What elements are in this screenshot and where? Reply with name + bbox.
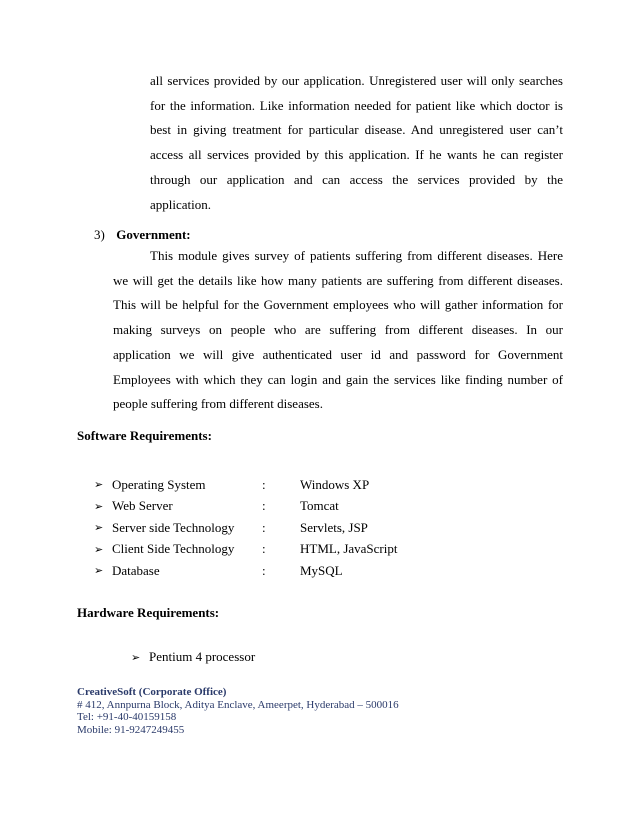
requirement-value: Servlets, JSP [300, 519, 368, 535]
hardware-requirements-heading: Hardware Requirements: [77, 605, 220, 620]
arrow-bullet-icon: ➢ [131, 651, 141, 664]
list-item [94, 496, 397, 518]
section-title: Government: [116, 227, 191, 242]
requirement-value: Windows XP [300, 476, 370, 492]
list-item [131, 647, 255, 667]
requirement-separator: : [262, 541, 266, 557]
intro-paragraph: all services provided by our application. Unregistered user will only searches for the information. Like information needed for patient like which doctor is best in giving treatment for particular disease. And unregistered user can’t access all services provided by this application. If he wants he can register through our application and can access the services provided by the application. [150, 73, 563, 212]
requirement-name: Operating System [112, 476, 206, 492]
footer-tel: Tel: +91-40-40159158 [77, 711, 177, 723]
government-paragraph: This module gives survey of patients suffering from different diseases. Here we will get the details like how many patients are suffering from different diseases. This will be helpful for the Government employees who will gather information for making surveys on people who are suffering from different diseases. In our application we will give authenticated user id and password for Government Employees with which they can login and gain the services like finding number of people suffering from different diseases. [113, 248, 563, 412]
footer-mobile: Mobile: 91-9247249455 [77, 723, 185, 736]
section-number: 3) [94, 227, 105, 242]
list-item [94, 517, 397, 539]
requirement-separator: : [262, 476, 266, 492]
software-requirements-heading: Software Requirements: [77, 428, 212, 443]
requirement-separator: : [262, 498, 266, 514]
arrow-bullet-icon: ➢ [94, 522, 104, 535]
government-heading [94, 227, 191, 243]
requirement-value: MySQL [300, 562, 343, 578]
arrow-bullet-icon: ➢ [94, 565, 104, 578]
requirement-name: Client Side Technology [112, 541, 235, 557]
requirement-value: HTML, JavaScript [300, 541, 398, 557]
list-item [94, 474, 397, 496]
arrow-bullet-icon: ➢ [94, 479, 104, 492]
hardware-requirements-list [131, 647, 255, 667]
list-item [94, 539, 397, 561]
requirement-name: Server side Technology [112, 519, 235, 535]
requirement-value: Tomcat [300, 498, 339, 514]
requirement-separator: : [262, 562, 266, 578]
requirement-separator: : [262, 519, 266, 535]
requirement-name: Web Server [112, 498, 173, 514]
requirement-name: Database [112, 562, 160, 578]
list-item [94, 560, 397, 582]
footer-address: # 412, Annpurna Block, Aditya Enclave, Ameerpet, Hyderabad – 500016 [77, 698, 399, 711]
hardware-item: Pentium 4 processor [149, 649, 256, 664]
arrow-bullet-icon: ➢ [94, 543, 104, 556]
software-requirements-list [94, 474, 397, 582]
arrow-bullet-icon: ➢ [94, 500, 104, 513]
page-footer [77, 686, 399, 736]
footer-company: CreativeSoft (Corporate Office) [77, 686, 227, 698]
